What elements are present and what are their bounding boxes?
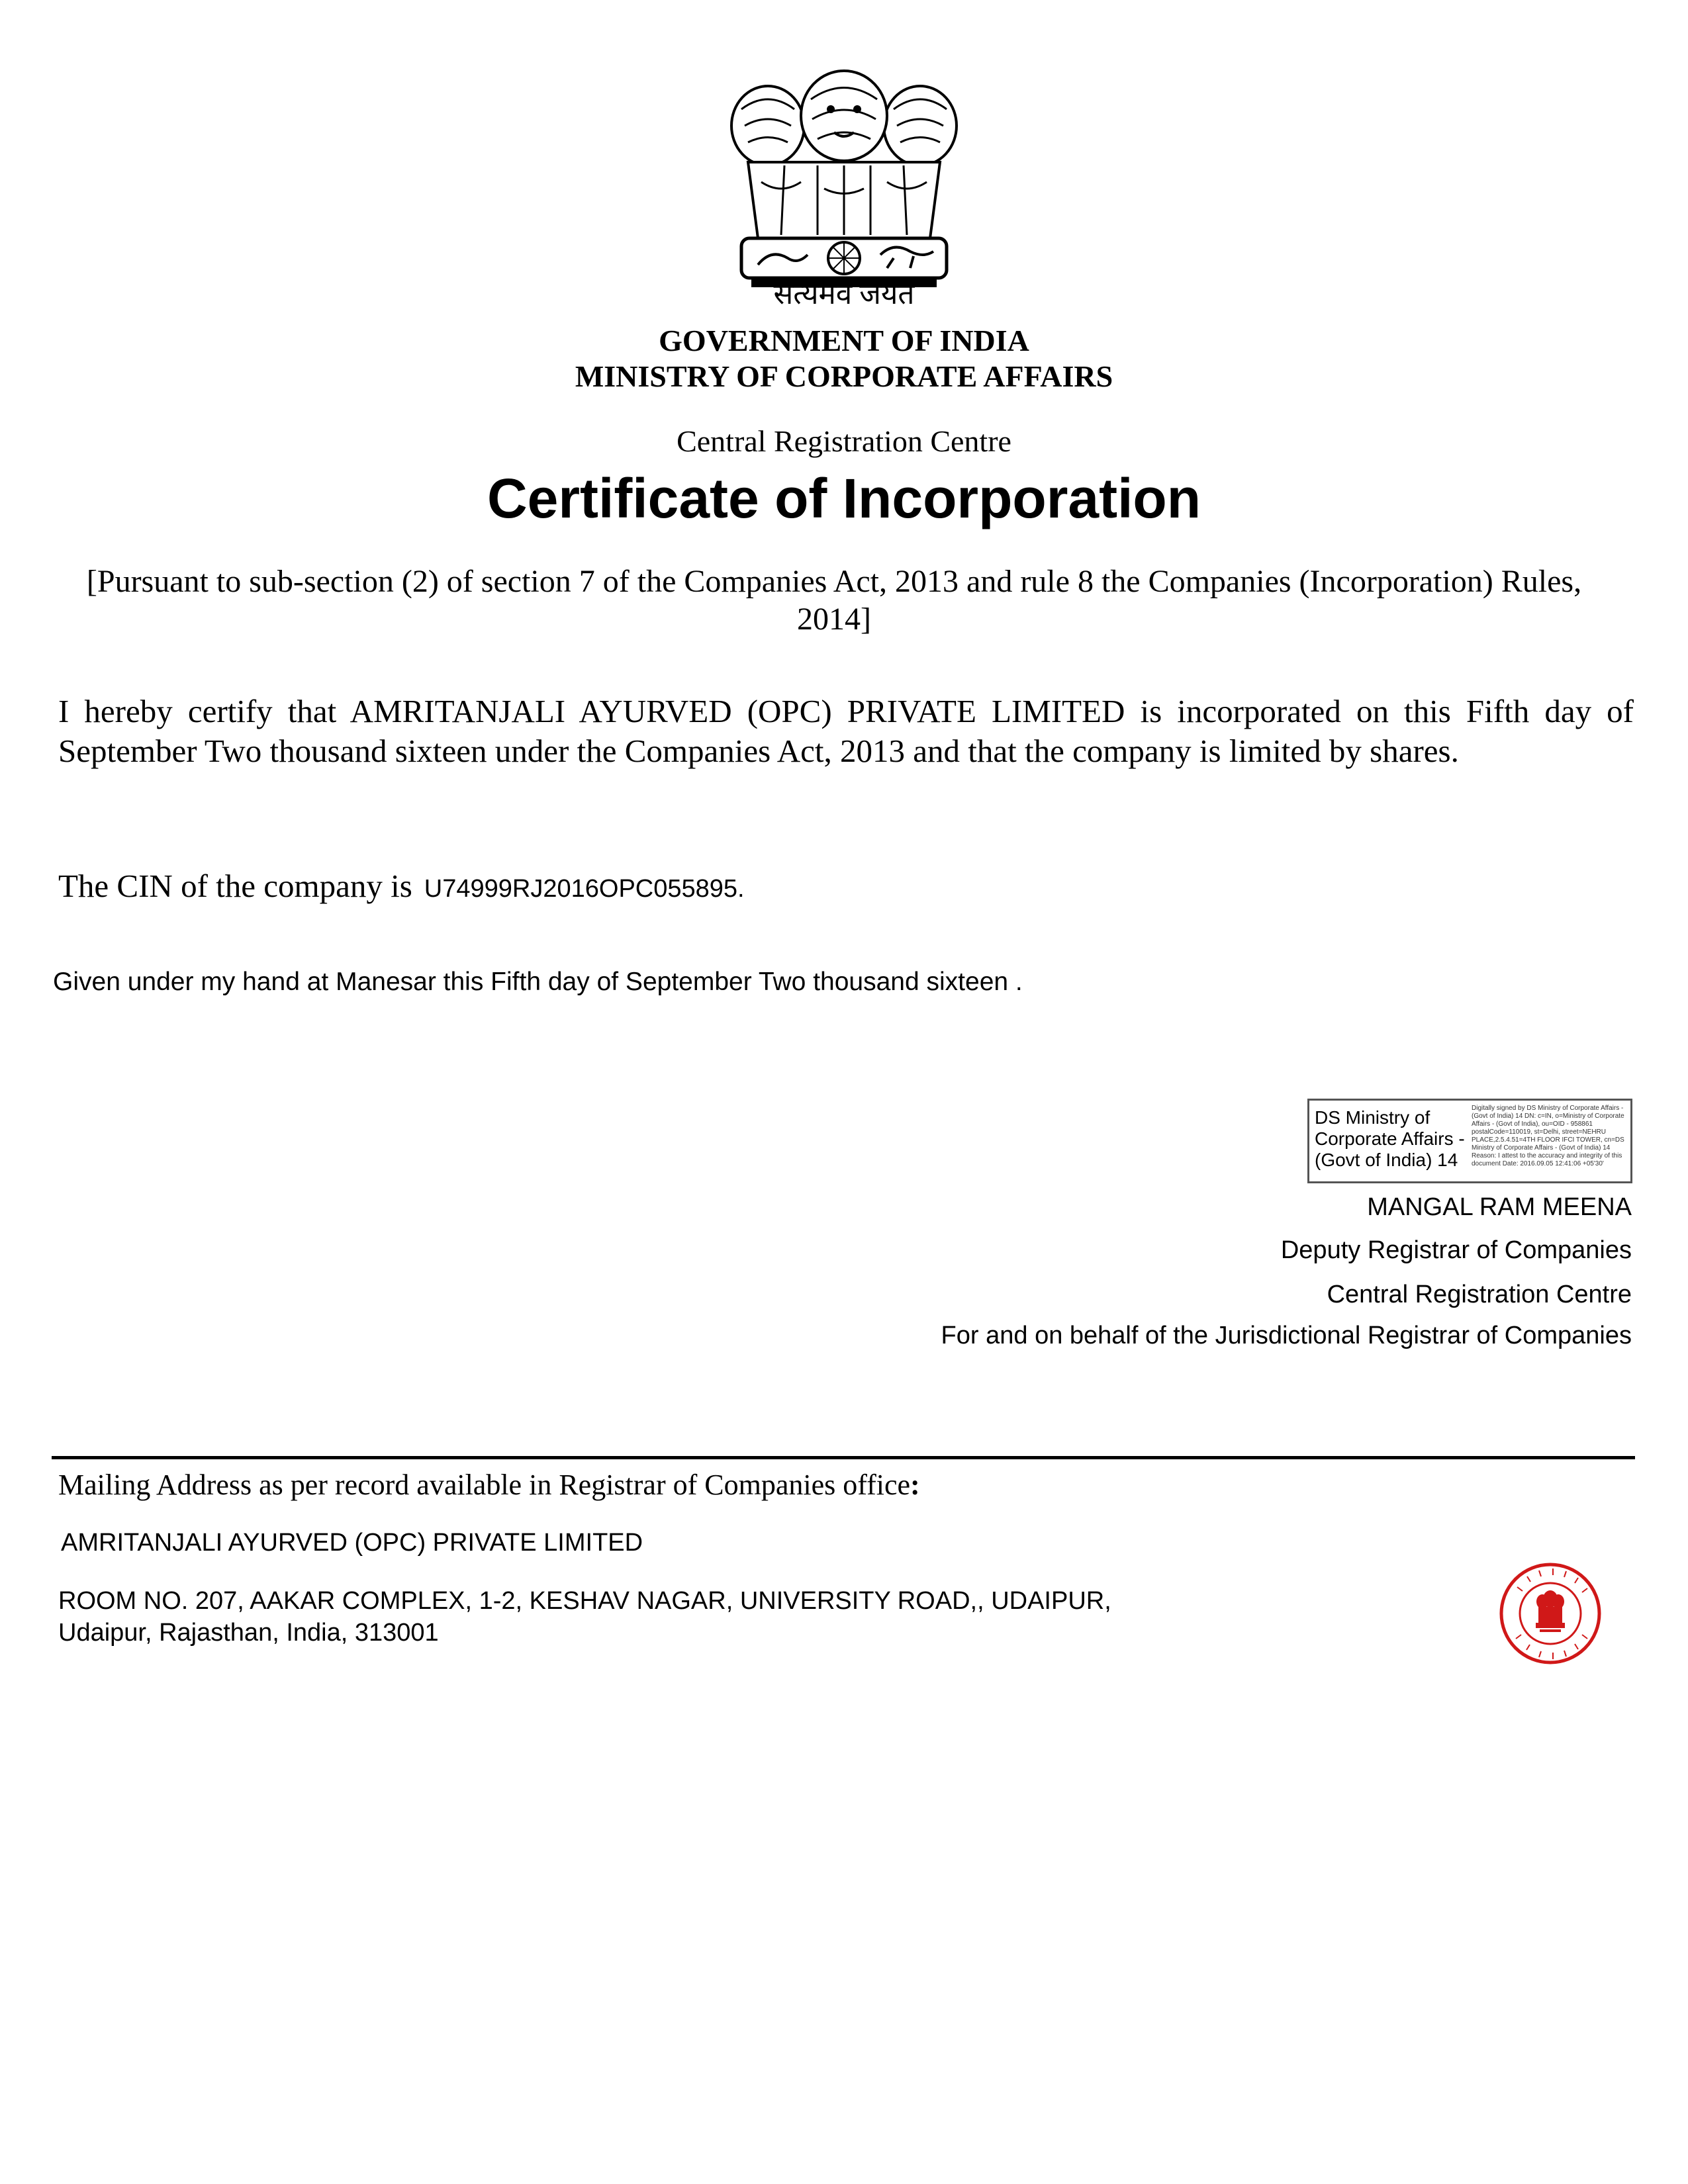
signatory-name: MANGAL RAM MEENA bbox=[1367, 1193, 1632, 1221]
mailing-address-label bbox=[58, 1468, 920, 1502]
ministry-title: MINISTRY OF CORPORATE AFFAIRS bbox=[575, 359, 1113, 393]
certificate-title: Certificate of Incorporation bbox=[487, 467, 1201, 529]
registration-centre-heading: Central Registration Centre bbox=[677, 424, 1011, 458]
mailing-label-colon: : bbox=[910, 1469, 920, 1501]
signatory-centre: Central Registration Centre bbox=[1327, 1281, 1632, 1308]
registrar-seal-icon bbox=[1497, 1561, 1603, 1666]
national-emblem-icon bbox=[712, 69, 976, 308]
digital-signature-box[interactable] bbox=[1307, 1099, 1632, 1183]
cin-label: The CIN of the company is bbox=[58, 868, 412, 904]
mailing-label-text: Mailing Address as per record available in Registrar of Companies office bbox=[58, 1469, 911, 1501]
mailing-company-name: AMRITANJALI AYURVED (OPC) PRIVATE LIMITED bbox=[61, 1529, 643, 1557]
signatory-behalf: For and on behalf of the Jurisdictional Registrar of Companies bbox=[941, 1322, 1632, 1349]
cin-line bbox=[58, 867, 745, 905]
digital-signature-details: Digitally signed by DS Ministry of Corporate Affairs - (Govt of India) 14 DN: c=IN, o=Ministry of Corporate Affairs - (Govt of India), ou=OID - 958861 postalCode=110019, st=Delhi, street=NEHRU PLACE,2.5.4.51=4TH FLOOR IFCI TOWER, cn=DS Ministry of Corporate Affairs - (Govt of India) 14 Reason: I attest to the accuracy and integrity of this document Date: 2016.09.05 12:41:06 +05'30' bbox=[1472, 1105, 1624, 1167]
mailing-address-line2: Udaipur, Rajasthan, India, 313001 bbox=[58, 1619, 439, 1647]
cin-value: U74999RJ2016OPC055895. bbox=[424, 875, 745, 903]
digital-signature-signer: DS Ministry of Corporate Affairs - (Govt of India) 14 bbox=[1315, 1107, 1465, 1170]
given-under-hand-text: Given under my hand at Manesar this Fifth day of September Two thousand sixteen . bbox=[53, 968, 1023, 996]
mailing-address-line1: ROOM NO. 207, AAKAR COMPLEX, 1-2, KESHAV NAGAR, UNIVERSITY ROAD,, UDAIPUR, bbox=[58, 1587, 1111, 1615]
legal-basis-text: [Pursuant to sub-section (2) of section 7 of the Companies Act, 2013 and rule 8 the Companies (Incorporation) Rules, 2014] bbox=[86, 564, 1582, 637]
national-motto: सत्यमेव जयते bbox=[773, 278, 915, 310]
government-title: GOVERNMENT OF INDIA bbox=[659, 324, 1029, 357]
certification-statement: I hereby certify that AMRITANJALI AYURVED (OPC) PRIVATE LIMITED is incorporated on this Fifth day of September Two thousand sixteen under the Companies Act, 2013 and that the company is limited by shares. bbox=[58, 693, 1634, 769]
signatory-title: Deputy Registrar of Companies bbox=[1280, 1236, 1632, 1264]
section-divider bbox=[52, 1456, 1635, 1459]
